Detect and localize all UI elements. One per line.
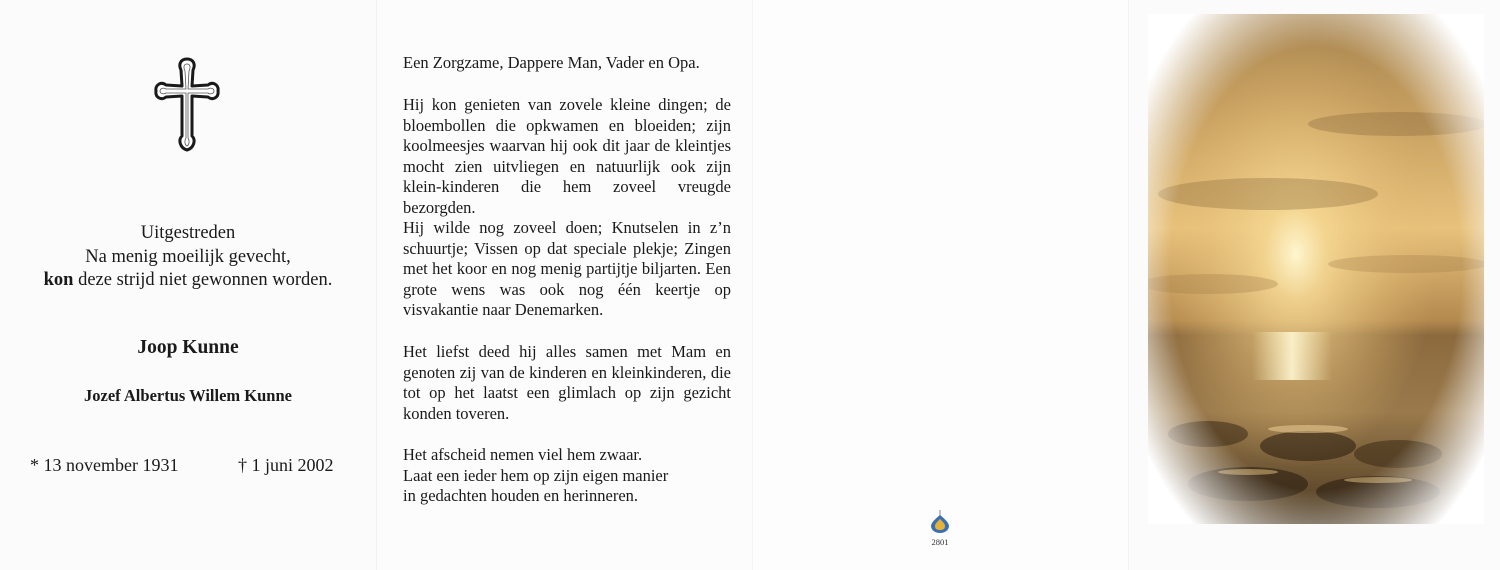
text-heading: Een Zorgzame, Dappere Man, Vader en Opa. — [403, 53, 700, 72]
cross-icon — [152, 56, 222, 154]
blank-panel — [752, 0, 1129, 570]
intro-verse — [0, 222, 376, 293]
intro-bold-word: kon — [43, 270, 74, 290]
printer-logo-icon — [930, 510, 950, 534]
birth-date: * 13 november 1931 — [30, 455, 179, 475]
intro-line: Uitgestreden — [140, 223, 236, 243]
sunset-photo — [1148, 14, 1484, 524]
closing-verse — [403, 445, 731, 507]
paragraph: Hij wilde nog zoveel doen; Knutselen in z’n schuurtje; Vissen op dat speciale plekje; Zingen met het koor en nog menig partijtje biljarten. Een grote wens was ook nog één keertje op visvakantie naar Denemarken. — [403, 218, 731, 319]
intro-line: Na menig moeilijk gevecht, — [85, 246, 291, 267]
paragraph: Hij kon genieten van zovele kleine dingen; de bloembollen die opkwamen en bloeiden; zijn koolmeesjes waarvan hij ook dit jaar de kleintjes mocht zien uitvliegen en natuurlijk ook zijn klein-kinderen die hem zoveel vreugde bezorgden. — [403, 95, 731, 217]
print-code: 2801 — [931, 537, 949, 547]
deceased-name: Joop Kunne — [137, 337, 239, 358]
closing-line: in gedachten houden en herinneren. — [403, 486, 639, 505]
death-date: † 1 juni 2002 — [238, 455, 334, 475]
closing-line: Het afscheid nemen viel hem zwaar. — [403, 445, 643, 464]
deceased-full-name: Jozef Albertus Willem Kunne — [84, 386, 292, 405]
left-panel — [0, 0, 376, 570]
closing-line: Laat een ieder hem op zijn eigen manier — [403, 465, 669, 485]
intro-rest: deze strijd niet gewonnen worden. — [73, 270, 333, 290]
paragraph: Het liefst deed hij alles samen met Mam en genoten zij van de kinderen en kleinkinderen, die tot op het laatst een glimlach op zijn gezicht konden toveren. — [403, 342, 731, 423]
intro-line — [0, 269, 376, 293]
